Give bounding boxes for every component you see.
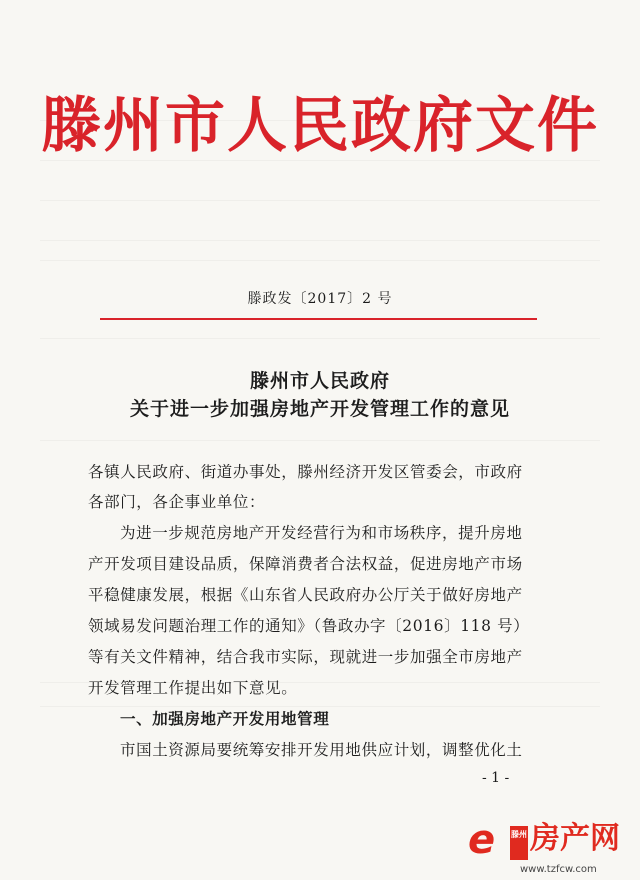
watermark-e-icon: e xyxy=(468,817,496,863)
watermark-url: www.tzfcw.com xyxy=(520,864,597,875)
paragraph-line: 平稳健康发展，根据《山东省人民政府办公厅关于做好房地产 xyxy=(88,586,523,604)
paragraph-line: 开发管理工作提出如下意见。 xyxy=(88,679,298,697)
paragraph-line: 产开发项目建设品质，保障消费者合法权益，促进房地产市场 xyxy=(88,555,523,573)
paragraph-line: 领域易发问题治理工作的通知》（鲁政办字〔2016〕118 号） xyxy=(88,617,530,635)
page-number: - 1 - xyxy=(482,770,510,786)
recipients-line: 各镇人民政府、街道办事处，滕州经济开发区管委会，市政府 xyxy=(88,463,523,481)
watermark-logo xyxy=(468,818,638,878)
paragraph-line: 为进一步规范房地产开发经营行为和市场秩序，提升房地 xyxy=(120,524,523,542)
watermark-badge: 滕州 xyxy=(510,826,528,860)
document-number: 滕政发〔2017〕2 号 xyxy=(247,291,393,307)
paragraph-line: 等有关文件精神，结合我市实际，现就进一步加强全市房地产 xyxy=(88,648,523,666)
header-divider xyxy=(100,318,537,320)
watermark-brand: 房产网 xyxy=(530,821,620,856)
paragraph-line: 市国土资源局要统筹安排开发用地供应计划，调整优化土 xyxy=(120,741,523,759)
section-heading: 一、加强房地产开发用地管理 xyxy=(120,709,330,728)
document-subject: 关于进一步加强房地产开发管理工作的意见 xyxy=(129,398,510,420)
issuer-title: 滕州市人民政府 xyxy=(249,370,390,392)
document-header-title: 滕州市人民政府文件 xyxy=(41,91,599,161)
recipients-line: 各部门，各企事业单位： xyxy=(88,493,266,511)
